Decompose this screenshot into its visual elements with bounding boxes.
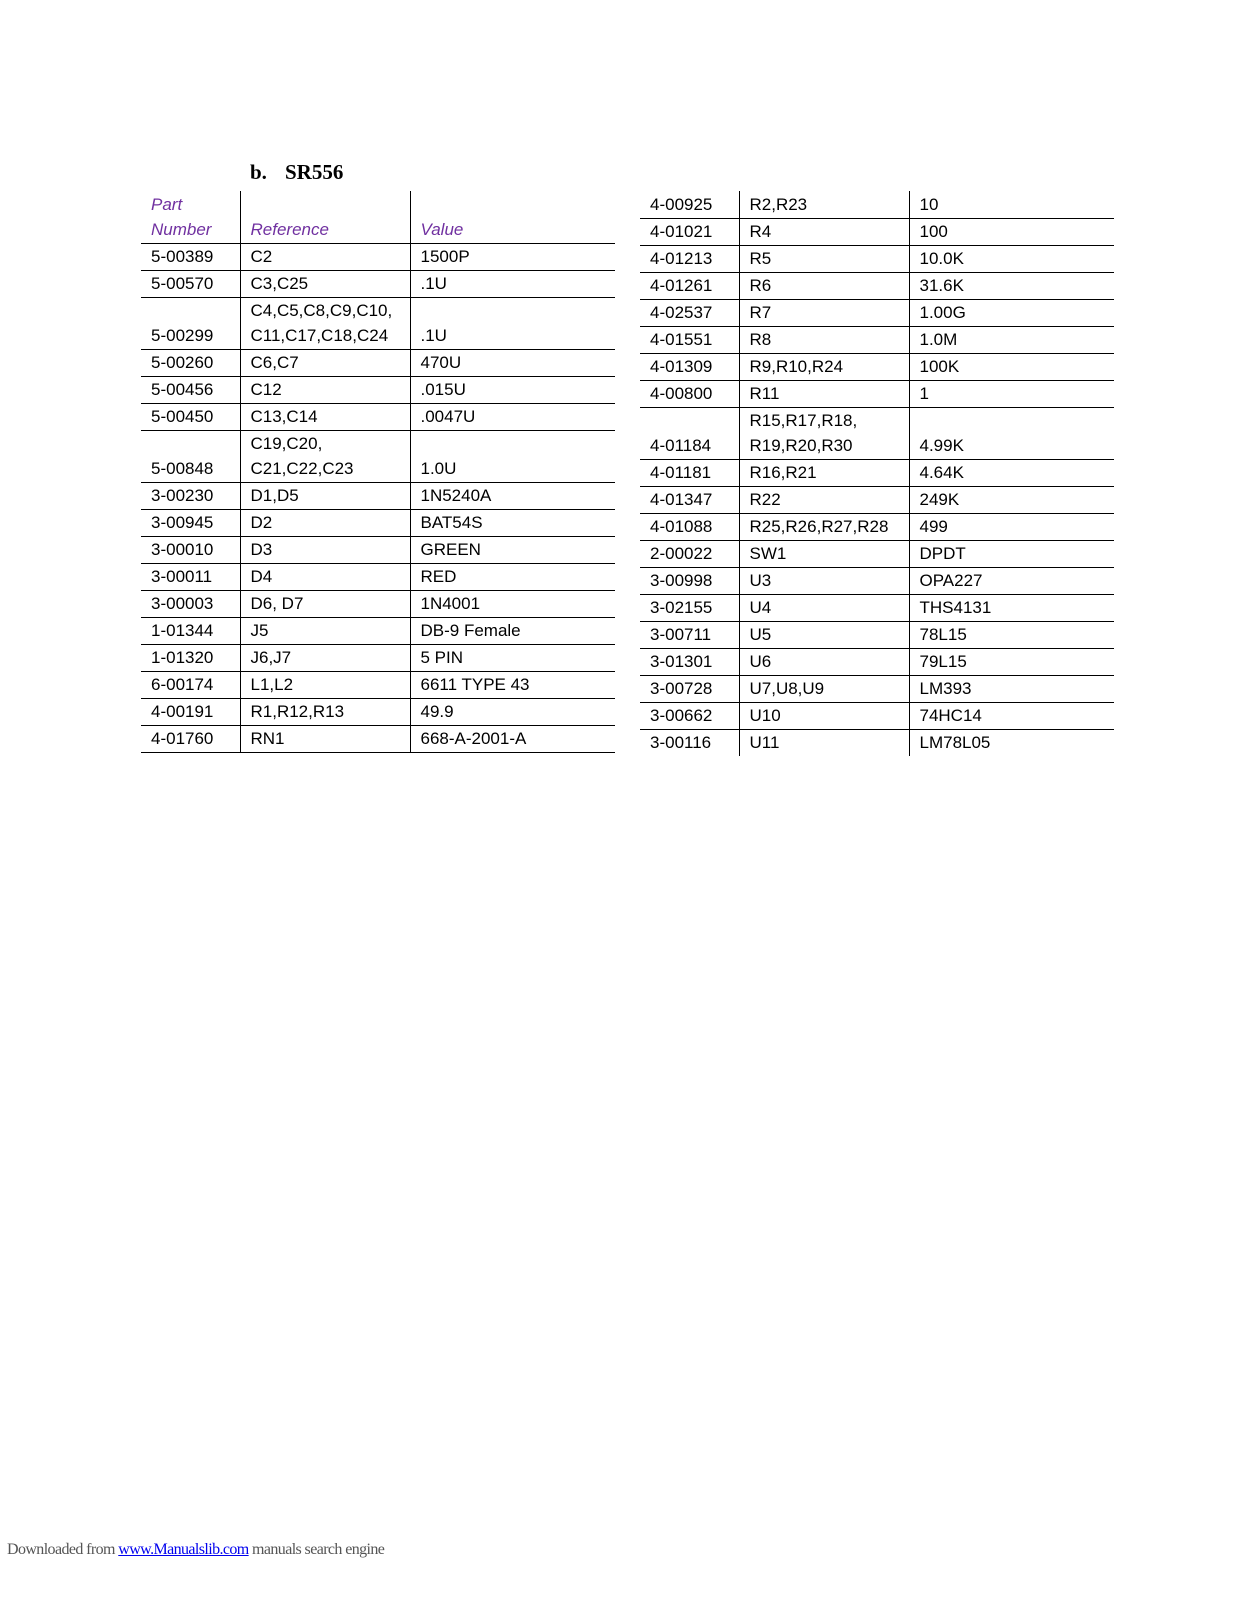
reference-cell: R7 — [739, 300, 909, 327]
value-cell: 1N4001 — [410, 591, 615, 618]
value-cell: 10 — [909, 191, 1114, 219]
table-row — [640, 514, 1114, 541]
value-cell: 74HC14 — [909, 703, 1114, 730]
reference-cell: R9,R10,R24 — [739, 354, 909, 381]
reference-cell: R22 — [739, 487, 909, 514]
table-row — [141, 591, 615, 618]
value-cell: 4.64K — [909, 460, 1114, 487]
table-row — [640, 219, 1114, 246]
part-number-cell: 4-00800 — [640, 381, 739, 408]
table-header-row — [141, 191, 615, 244]
reference-cell: C13,C14 — [240, 404, 410, 431]
reference-cell: C12 — [240, 377, 410, 404]
part-number-cell: 1-01344 — [141, 618, 240, 645]
header-reference: Reference — [240, 191, 410, 244]
part-number-cell: 4-00191 — [141, 699, 240, 726]
value-cell: 249K — [909, 487, 1114, 514]
parts-table-left — [141, 191, 615, 753]
part-number-cell: 3-00230 — [141, 483, 240, 510]
reference-cell: D2 — [240, 510, 410, 537]
parts-table-left-body — [141, 191, 615, 753]
table-row — [141, 510, 615, 537]
table-row — [640, 649, 1114, 676]
value-cell: 78L15 — [909, 622, 1114, 649]
value-cell: .015U — [410, 377, 615, 404]
value-cell: LM393 — [909, 676, 1114, 703]
reference-cell: R4 — [739, 219, 909, 246]
value-cell: THS4131 — [909, 595, 1114, 622]
value-cell: 1.00G — [909, 300, 1114, 327]
reference-cell: SW1 — [739, 541, 909, 568]
reference-cell: D6, D7 — [240, 591, 410, 618]
reference-cell: C19,C20, C21,C22,C23 — [240, 431, 410, 483]
value-cell: LM78L05 — [909, 730, 1114, 757]
table-row — [640, 487, 1114, 514]
table-row — [141, 377, 615, 404]
part-number-cell: 4-01021 — [640, 219, 739, 246]
reference-cell: L1,L2 — [240, 672, 410, 699]
part-number-cell: 4-01347 — [640, 487, 739, 514]
table-row — [640, 595, 1114, 622]
header-value: Value — [410, 191, 615, 244]
table-row — [141, 350, 615, 377]
part-number-cell: 3-00003 — [141, 591, 240, 618]
part-number-cell: 3-00945 — [141, 510, 240, 537]
reference-cell: J5 — [240, 618, 410, 645]
reference-cell: R8 — [739, 327, 909, 354]
reference-cell: C2 — [240, 244, 410, 271]
value-cell: RED — [410, 564, 615, 591]
reference-cell: D4 — [240, 564, 410, 591]
table-row — [640, 327, 1114, 354]
table-row — [141, 298, 615, 350]
part-number-cell: 1-01320 — [141, 645, 240, 672]
reference-cell: R1,R12,R13 — [240, 699, 410, 726]
part-number-cell: 6-00174 — [141, 672, 240, 699]
value-cell: 499 — [909, 514, 1114, 541]
part-number-cell: 4-01551 — [640, 327, 739, 354]
part-number-cell: 4-02537 — [640, 300, 739, 327]
part-number-cell: 3-00998 — [640, 568, 739, 595]
section-number: b. — [250, 160, 267, 184]
table-row — [640, 568, 1114, 595]
value-cell: 1.0M — [909, 327, 1114, 354]
reference-cell: C6,C7 — [240, 350, 410, 377]
value-cell: 100K — [909, 354, 1114, 381]
part-number-cell: 5-00456 — [141, 377, 240, 404]
reference-cell: R2,R23 — [739, 191, 909, 219]
reference-cell: U4 — [739, 595, 909, 622]
table-row — [141, 404, 615, 431]
table-row — [141, 699, 615, 726]
reference-cell: R6 — [739, 273, 909, 300]
table-row — [640, 354, 1114, 381]
table-row — [141, 483, 615, 510]
part-number-cell: 4-01181 — [640, 460, 739, 487]
table-row — [141, 672, 615, 699]
table-row — [640, 246, 1114, 273]
part-number-cell: 4-01261 — [640, 273, 739, 300]
part-number-cell: 3-02155 — [640, 595, 739, 622]
table-row — [141, 726, 615, 753]
part-number-cell: 3-00662 — [640, 703, 739, 730]
footer-suffix: manuals search engine — [248, 1541, 385, 1558]
value-cell: 1500P — [410, 244, 615, 271]
value-cell: 49.9 — [410, 699, 615, 726]
part-number-cell: 5-00260 — [141, 350, 240, 377]
table-row — [141, 618, 615, 645]
value-cell: 1N5240A — [410, 483, 615, 510]
part-number-cell: 3-00011 — [141, 564, 240, 591]
reference-cell: R15,R17,R18, R19,R20,R30 — [739, 408, 909, 460]
reference-cell: J6,J7 — [240, 645, 410, 672]
reference-cell: C4,C5,C8,C9,C10, C11,C17,C18,C24 — [240, 298, 410, 350]
part-number-cell: 4-00925 — [640, 191, 739, 219]
part-number-cell: 4-01184 — [640, 408, 739, 460]
section-heading — [250, 160, 343, 185]
reference-cell: C3,C25 — [240, 271, 410, 298]
table-row — [141, 537, 615, 564]
table-row — [141, 244, 615, 271]
table-row — [640, 460, 1114, 487]
table-row — [640, 191, 1114, 219]
table-row — [141, 564, 615, 591]
table-row — [640, 622, 1114, 649]
reference-cell: U3 — [739, 568, 909, 595]
reference-cell: D1,D5 — [240, 483, 410, 510]
reference-cell: U5 — [739, 622, 909, 649]
part-number-cell: 5-00570 — [141, 271, 240, 298]
value-cell: 470U — [410, 350, 615, 377]
reference-cell: U7,U8,U9 — [739, 676, 909, 703]
part-number-cell: 3-00728 — [640, 676, 739, 703]
parts-table-right-body — [640, 191, 1114, 756]
part-number-cell: 3-00711 — [640, 622, 739, 649]
part-number-cell: 2-00022 — [640, 541, 739, 568]
value-cell: 4.99K — [909, 408, 1114, 460]
value-cell: 668-A-2001-A — [410, 726, 615, 753]
footer-prefix: Downloaded from — [7, 1541, 119, 1558]
part-number-cell: 3-00010 — [141, 537, 240, 564]
table-row — [141, 431, 615, 483]
value-cell: 79L15 — [909, 649, 1114, 676]
part-number-cell: 3-00116 — [650, 733, 712, 752]
value-cell: GREEN — [410, 537, 615, 564]
part-number-cell: 3-01301 — [640, 649, 739, 676]
part-number-cell: 5-00389 — [141, 244, 240, 271]
part-number-cell: 4-01088 — [640, 514, 739, 541]
table-row — [640, 541, 1114, 568]
part-number-cell: 5-00450 — [141, 404, 240, 431]
value-cell: 100 — [909, 219, 1114, 246]
value-cell: DB-9 Female — [410, 618, 615, 645]
section-title: SR556 — [285, 160, 344, 184]
reference-cell: R5 — [739, 246, 909, 273]
value-cell: DPDT — [909, 541, 1114, 568]
part-number-cell: 5-00848 — [141, 431, 240, 483]
reference-cell: R25,R26,R27,R28 — [739, 514, 909, 541]
value-cell: 31.6K — [909, 273, 1114, 300]
value-cell: 10.0K — [909, 246, 1114, 273]
table-row — [640, 703, 1114, 730]
part-number-cell: 4-01213 — [640, 246, 739, 273]
manualslib-link[interactable]: www.Manualslib.com — [118, 1541, 249, 1558]
reference-cell: R16,R21 — [739, 460, 909, 487]
value-cell: 1 — [909, 381, 1114, 408]
part-number-cell: 5-00299 — [141, 298, 240, 350]
reference-cell: U11 — [739, 730, 909, 757]
parts-table-right — [640, 191, 1114, 756]
value-cell: BAT54S — [410, 510, 615, 537]
table-row — [640, 273, 1114, 300]
footer — [7, 1541, 384, 1559]
table-row — [640, 730, 1114, 757]
reference-cell: U10 — [739, 703, 909, 730]
table-row — [640, 408, 1114, 460]
table-row — [141, 271, 615, 298]
reference-cell: RN1 — [240, 726, 410, 753]
value-cell: OPA227 — [909, 568, 1114, 595]
table-row — [640, 676, 1114, 703]
value-cell: .0047U — [410, 404, 615, 431]
table-row — [141, 645, 615, 672]
value-cell: 6611 TYPE 43 — [410, 672, 615, 699]
reference-cell: D3 — [240, 537, 410, 564]
value-cell: 1.0U — [410, 431, 615, 483]
value-cell: .1U — [410, 271, 615, 298]
value-cell: .1U — [410, 298, 615, 350]
reference-cell: U6 — [739, 649, 909, 676]
value-cell: 5 PIN — [410, 645, 615, 672]
part-number-cell: 4-01309 — [640, 354, 739, 381]
table-row — [640, 381, 1114, 408]
table-row — [640, 300, 1114, 327]
part-number-cell: 4-01760 — [141, 726, 240, 753]
header-part-number: Part Number — [141, 191, 240, 244]
reference-cell: R11 — [739, 381, 909, 408]
